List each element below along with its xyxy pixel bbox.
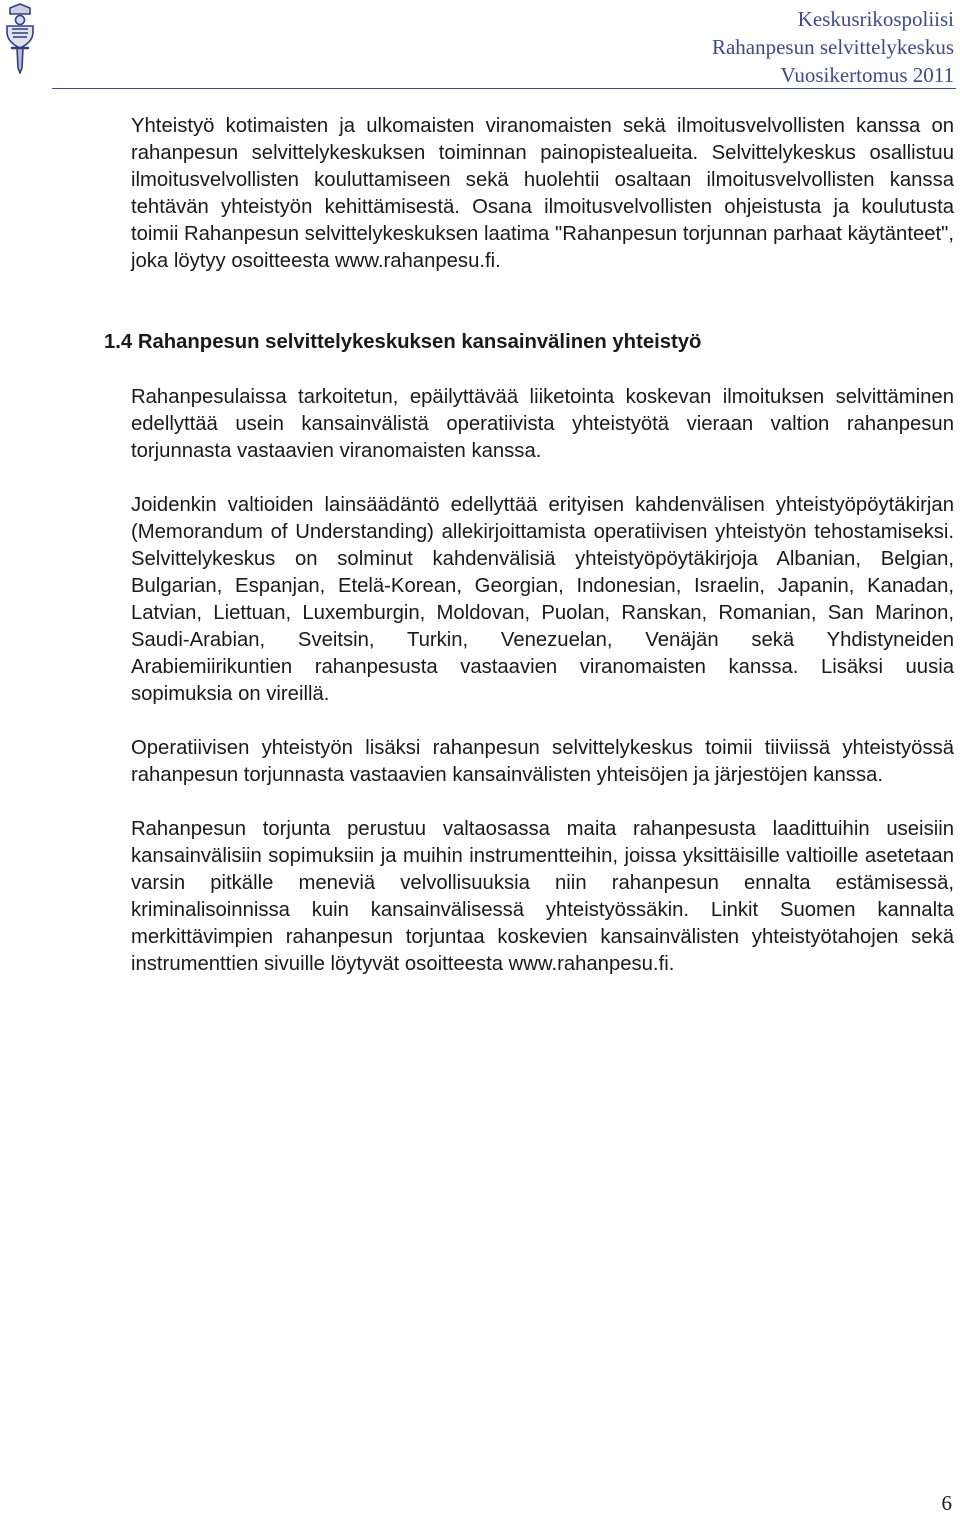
intro-section — [131, 113, 954, 275]
header-organization: Keskusrikospoliisi — [797, 7, 954, 31]
page-number: 6 — [941, 1491, 952, 1515]
document-header — [712, 5, 954, 89]
section-paragraph: Operatiivisen yhteistyön lisäksi rahanpesun selvittelykeskus toimii tiiviissä yhteistyössä rahanpesun torjunnasta vastaavien kansainvälisten yhteisöjen ja järjestöjen kanssa. — [131, 737, 954, 786]
section-body — [131, 384, 954, 1005]
intro-paragraph: Yhteistyö kotimaisten ja ulkomaisten viranomaisten sekä ilmoitusvelvollisten kanssa on rahanpesun selvittelykeskuksen toiminnan painopistealueita. Selvittelykeskus osallistuu ilmoitusvelvollisten kouluttamiseen sekä huolehtii osaltaan ilmoitusvelvollisten kanssa tehtävän yhteistyön kehittämisestä. Osana ilmoitusvelvollisten ohjeistusta ja koulutusta toimii Rahanpesun selvittelykeskuksen laatima "Rahanpesun torjunnan parhaat käytänteet", joka löytyy osoitteesta www.rahanpesu.fi. — [131, 115, 954, 272]
header-divider — [52, 88, 956, 89]
section-paragraph: Rahanpesun torjunta perustuu valtaosassa maita rahanpesusta laadittuihin useisiin kansainvälisiin sopimuksiin ja muihin instrumentteihin, joissa yksittäisille valtioille asetetaan varsin pitkälle meneviä velvollisuuksia niin rahanpesun ennalta estämisessä, kriminalisoinnissa kuin kansainvälisessä yhteistyössäkin. Linkit Suomen kannalta merkittävimpien rahanpesun torjuntaa koskevien kansainvälisten yhteistyötahojen sekä instrumenttien sivuille löytyvät osoitteesta www.rahanpesu.fi. — [131, 818, 954, 975]
police-sword-emblem-icon — [2, 2, 38, 74]
section-heading: 1.4 Rahanpesun selvittelykeskuksen kansainvälinen yhteistyö — [104, 331, 702, 353]
section-paragraph: Joidenkin valtioiden lainsäädäntö edellyttää erityisen kahdenvälisen yhteistyöpöytäkirjan (Memorandum of Understanding) allekirjoittamista operatiivisen yhteistyön tehostamiseksi. Selvittelykeskus on solminut kahdenvälisiä yhteistyöpöytäkirjoja Albanian, Belgian, Bulgarian, Espanjan, Etelä-Korean, Georgian, Indonesian, Israelin, Japanin, Kanadan, Latvian, Liettuan, Luxemburgin, Moldovan, Puolan, Ranskan, Romanian, San Marinon, Saudi-Arabian, Sveitsin, Turkin, Venezuelan, Venäjän sekä Yhdistyneiden Arabiemiirikuntien rahanpesusta vastaavien viranomaisten kanssa. Lisäksi uusia sopimuksia on vireillä. — [131, 494, 954, 705]
police-emblem-logo — [2, 2, 38, 74]
section-paragraph: Rahanpesulaissa tarkoitetun, epäilyttävää liiketointa koskevan ilmoituksen selvittäminen edellyttää usein kansainvälistä operatiivista yhteistyötä vieraan valtion rahanpesun torjunnasta vastaavien viranomaisten kanssa. — [131, 386, 954, 462]
header-report-title: Vuosikertomus 2011 — [780, 63, 954, 87]
header-unit: Rahanpesun selvittelykeskus — [711, 35, 954, 59]
